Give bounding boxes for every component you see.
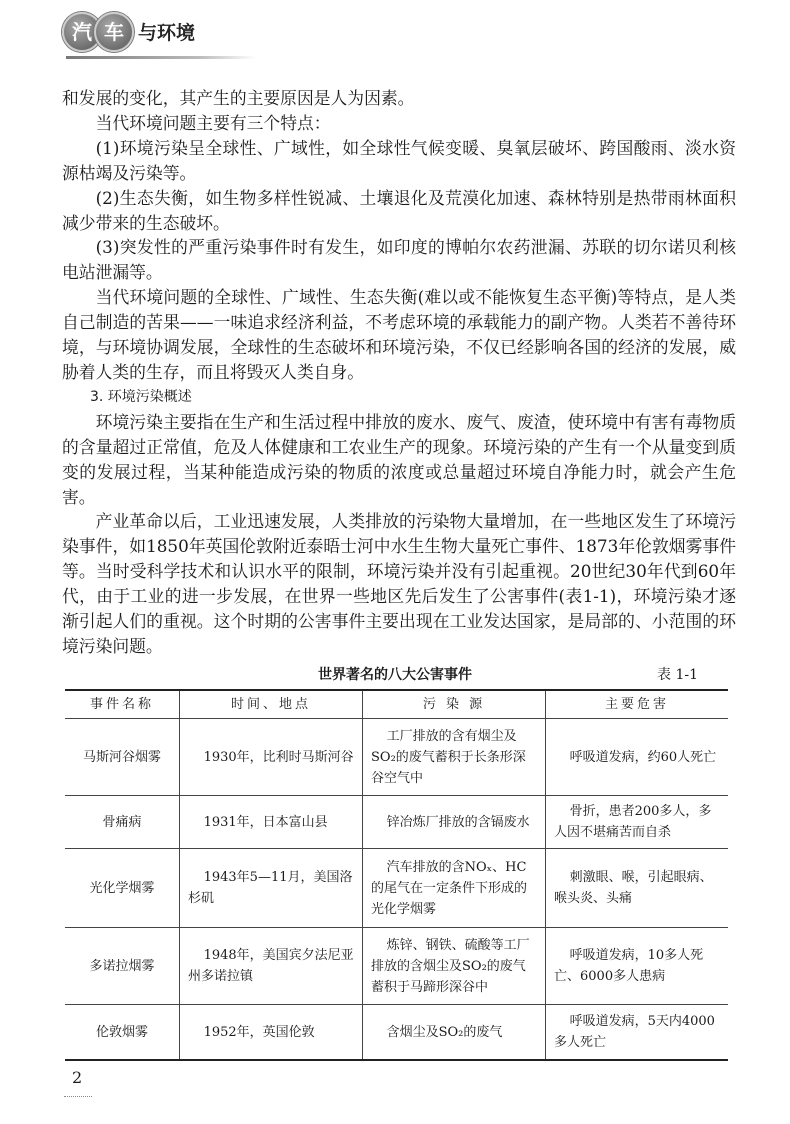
table-cell: 马斯河谷烟雾 <box>65 719 180 796</box>
paragraph: 当代环境问题主要有三个特点： <box>95 112 331 133</box>
table-caption <box>62 664 728 686</box>
table-cell: 伦敦烟雾 <box>65 1005 180 1061</box>
page-number-ornament <box>64 1086 92 1097</box>
table-cell: 锌冶炼厂排放的含镉废水 <box>363 796 546 849</box>
table-cell: 工厂排放的含有烟尘及SO₂的废气蓄积于长条形深谷空气中 <box>363 719 546 796</box>
logo-circle-qi: 汽 <box>62 12 102 52</box>
table-cell: 汽车排放的含NOₓ、HC的尾气在一定条件下形成的光化学烟雾 <box>363 849 546 928</box>
logo-circle-che: 车 <box>94 12 134 52</box>
paragraph: 当代环境问题的全球性、广域性、生态失衡(难以或不能恢复生态平衡)等特点，是人类自己制造的苦果——一味追求经济利益，不考虑环境的承载能力的副产物。人类若不善待环境，与环境协调发展，全球性的生态破坏和环境污染，不仅已经影响各国的经济的发展，威胁着人类的生存，而且将毁灭人类自身。 <box>62 287 736 382</box>
table-title: 世界著名的八大公害事件 <box>318 667 472 683</box>
table-cell: 刺激眼、喉，引起眼病、喉头炎、头痛 <box>546 849 729 928</box>
column-header: 时间、地点 <box>180 690 363 719</box>
column-header: 污 染 源 <box>363 690 546 719</box>
header-title: 与环境 <box>138 22 196 44</box>
table-cell: 1948年，美国宾夕法尼亚州多诺拉镇 <box>180 928 363 1005</box>
table-cell: 1943年5—11月，美国洛杉矶 <box>180 849 363 928</box>
table-cell: 多诺拉烟雾 <box>65 928 180 1005</box>
header-divider <box>66 56 256 59</box>
paragraph: 产业革命以后，工业迅速发展，人类排放的污染物大量增加，在一些地区发生了环境污染事件，如1850年英国伦敦附近泰晤士河中水生生物大量死亡事件、1873年伦敦烟雾事件等。当时受科学技术和认识水平的限制，环境污染并没有引起重视。20世纪30年代到60年代，由于工业的进一步发展，在世界一些地区先后发生了公害事件(表1-1)，环境污染才逐渐引起人们的重视。这个时期的公害事件主要出现在工业发达国家，是局部的、小范围的环境污染问题。 <box>62 511 736 656</box>
paragraph: 环境污染主要指在生产和生活过程中排放的废水、废气、废渣，使环境中有害有毒物质的含量超过正常值，危及人体健康和工农业生产的现象。环境污染的产生有一个从量变到质变的发展过程，当某种能造成污染的物质的浓度或总量超过环境自净能力时，就会产生危害。 <box>62 411 736 507</box>
paragraph: 和发展的变化，其产生的主要原因是人为因素。 <box>62 88 415 108</box>
pollution-events-table <box>65 689 728 1061</box>
table-cell: 1931年，日本富山县 <box>180 796 363 849</box>
table-row <box>65 1005 728 1061</box>
body-text <box>62 86 736 659</box>
table-row <box>65 796 728 849</box>
table-cell: 呼吸道发病，5天内4000多人死亡 <box>546 1005 729 1061</box>
table-cell: 1952年，英国伦敦 <box>180 1005 363 1061</box>
table-header-row <box>65 690 728 719</box>
running-header <box>62 12 402 56</box>
table-row <box>65 719 728 796</box>
paragraph: (2)生态失衡，如生物多样性锐减、土壤退化及荒漠化加速、森林特别是热带雨林面积减少带来的生态破坏。 <box>62 187 736 233</box>
table-cell: 骨折，患者200多人，多人因不堪痛苦而自杀 <box>546 796 729 849</box>
paragraph: (3)突发性的严重污染事件时有发生，如印度的博帕尔农药泄漏、苏联的切尔诺贝利核电站泄漏等。 <box>62 237 736 283</box>
table-number: 表 1-1 <box>657 667 698 683</box>
table-cell: 光化学烟雾 <box>65 849 180 928</box>
paragraph: (1)环境污染呈全球性、广域性，如全球性气候变暖、臭氧层破坏、跨国酸雨、淡水资源枯竭及污染等。 <box>62 137 736 183</box>
table-row <box>65 928 728 1005</box>
page-number: 2 <box>72 1068 83 1087</box>
column-header: 主要危害 <box>546 690 729 719</box>
table-cell: 含烟尘及SO₂的废气 <box>363 1005 546 1061</box>
table-cell: 1930年，比利时马斯河谷 <box>180 719 363 796</box>
section-heading: 3. 环境污染概述 <box>90 388 192 405</box>
table-cell: 呼吸道发病，约60人死亡 <box>546 719 729 796</box>
table-cell: 呼吸道发病，10多人死亡、6000多人患病 <box>546 928 729 1005</box>
column-header: 事件名称 <box>65 690 180 719</box>
table-cell: 炼锌、钢铁、硫酸等工厂排放的含烟尘及SO₂的废气蓄积于马蹄形深谷中 <box>363 928 546 1005</box>
table-row <box>65 849 728 928</box>
table-cell: 骨痛病 <box>65 796 180 849</box>
